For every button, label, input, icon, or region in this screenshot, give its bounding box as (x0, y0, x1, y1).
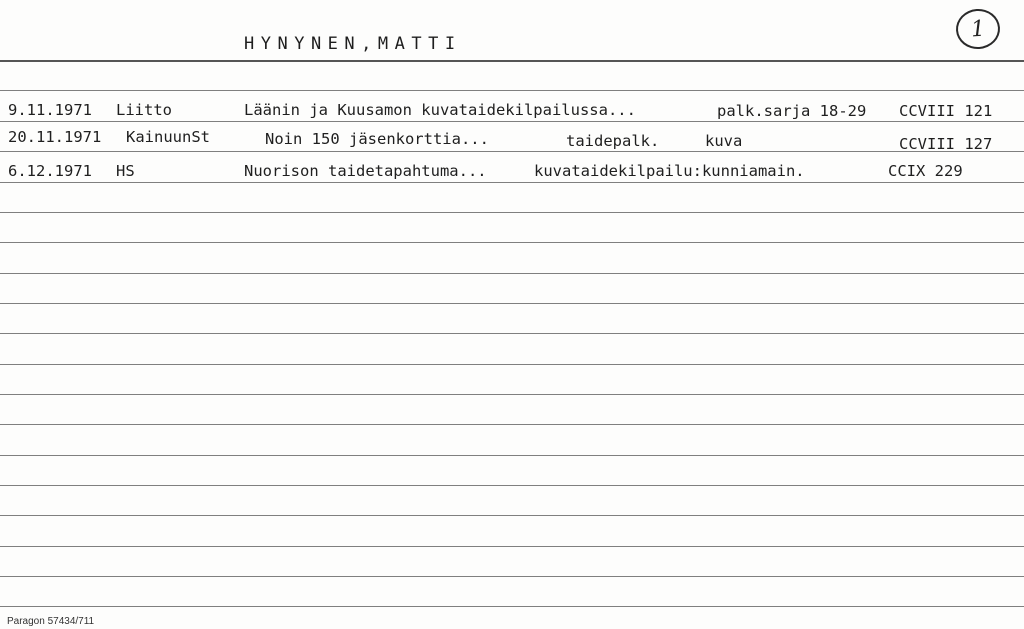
entry-source: KainuunSt (126, 128, 210, 146)
entry-extra: kuva (705, 132, 743, 150)
ruled-line (0, 182, 1024, 183)
card-number-circle (955, 8, 1002, 51)
ruled-line (0, 576, 1024, 577)
printer-imprint: Paragon 57434/711 (7, 616, 95, 627)
card-number: 1 (970, 16, 986, 42)
entry-date: 9.11.1971 (8, 101, 92, 119)
entry-source: HS (116, 162, 135, 180)
ruled-line (0, 151, 1024, 152)
ruled-line (0, 606, 1024, 607)
header-rule (0, 60, 1024, 62)
ruled-line (0, 515, 1024, 516)
ruled-line (0, 212, 1024, 213)
entry-reference: CCIX 229 (888, 162, 963, 180)
ruled-line (0, 242, 1024, 243)
ruled-line (0, 364, 1024, 365)
ruled-line (0, 455, 1024, 456)
entry-date: 20.11.1971 (8, 128, 102, 146)
entry-source: Liitto (116, 101, 172, 119)
person-name-heading: HYNYNEN,MATTI (244, 34, 462, 54)
ruled-line (0, 546, 1024, 547)
ruled-line (0, 303, 1024, 304)
entry-note: palk.sarja 18-29 (717, 102, 867, 120)
ruled-line (0, 121, 1024, 122)
entry-reference: CCVIII 127 (899, 135, 993, 153)
entry-date: 6.12.1971 (8, 162, 92, 180)
ruled-line (0, 485, 1024, 486)
entry-note: kuvataidekilpailu:kunniamain. (534, 162, 805, 180)
ruled-line (0, 90, 1024, 91)
entry-reference: CCVIII 121 (899, 102, 993, 120)
entry-description: Nuorison taidetapahtuma... (244, 162, 487, 180)
ruled-line (0, 424, 1024, 425)
entry-description: Noin 150 jäsenkorttia... (265, 130, 489, 148)
ruled-line (0, 394, 1024, 395)
entry-description: Läänin ja Kuusamon kuvataidekilpailussa... (244, 101, 636, 119)
entry-note: taidepalk. (566, 132, 660, 150)
ruled-line (0, 273, 1024, 274)
ruled-line (0, 333, 1024, 334)
